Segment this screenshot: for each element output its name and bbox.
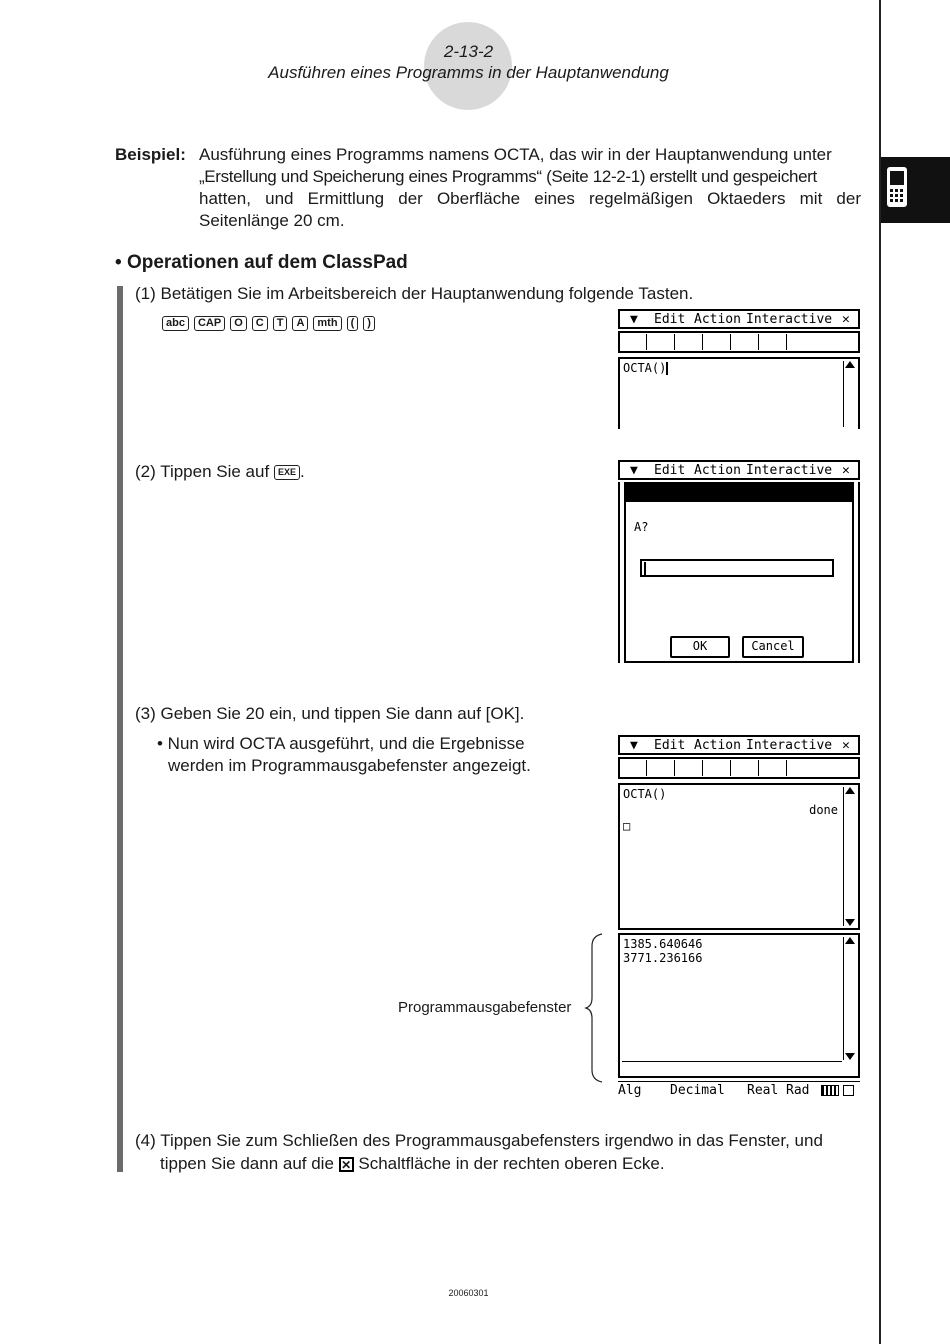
status-real: Real [747, 1083, 779, 1098]
screen-3 [618, 735, 860, 1101]
menu-edit[interactable]: Edit [654, 312, 686, 327]
key-close-paren: ) [363, 316, 375, 331]
operations-bar [117, 286, 123, 1172]
menu-interactive[interactable]: Interactive [746, 463, 833, 478]
window-toggle-icon[interactable] [843, 1085, 854, 1096]
scroll-up-icon[interactable] [845, 361, 855, 368]
horizontal-scrollbar[interactable] [622, 1061, 842, 1074]
close-icon: ✕ [339, 1157, 354, 1172]
input-line: OCTA() [623, 787, 667, 801]
step-2-period: . [299, 462, 305, 481]
key-cap: CAP [194, 316, 225, 331]
example-line: Seitenlänge 20 cm. [199, 211, 345, 230]
result-line: done [809, 803, 838, 817]
step-3-note-line-1: • Nun wird OCTA ausgeführt, und die Ergebnisse [157, 734, 525, 753]
integral-icon[interactable] [676, 760, 703, 776]
drag-icon[interactable] [648, 760, 675, 776]
menu-interactive[interactable]: Interactive [746, 312, 833, 327]
plot-icon[interactable] [732, 334, 759, 350]
cursor [666, 362, 668, 375]
example-line: „Erstellung und Speicherung eines Programms“ (Seite 12-2-1) erstellt und gespeichert [199, 167, 817, 186]
scroll-right-icon[interactable] [840, 760, 866, 776]
scroll-down-icon[interactable] [845, 919, 855, 926]
scrollbar[interactable] [843, 937, 856, 1060]
plot-icon[interactable] [732, 760, 759, 776]
fraction-icon[interactable] [620, 334, 647, 350]
menu-arrow-icon[interactable]: ▼ [630, 463, 638, 478]
section-heading [115, 252, 408, 274]
key-o: O [230, 316, 247, 331]
step-1-text: (1) Betätigen Sie im Arbeitsbereich der Hauptanwendung folgende Tasten. [135, 284, 694, 303]
close-icon[interactable]: ✕ [842, 312, 850, 327]
toolbar [618, 331, 860, 353]
menu-arrow-icon[interactable]: ▼ [630, 312, 638, 327]
dialog-input[interactable] [640, 559, 834, 577]
key-abc: abc [162, 316, 189, 331]
section-title: Operationen auf dem ClassPad [126, 252, 408, 273]
drag-icon[interactable] [648, 334, 675, 350]
step-2-label: (2) Tippen Sie auf [135, 462, 270, 481]
menu-interactive[interactable]: Interactive [746, 738, 833, 753]
screen-2 [618, 460, 860, 663]
work-area[interactable] [618, 357, 860, 429]
cursor [644, 562, 646, 575]
scrollbar[interactable] [843, 787, 856, 926]
fraction-icon[interactable] [620, 760, 647, 776]
input-line: OCTA() [623, 361, 667, 375]
step-4-line-1: (4) Tippen Sie zum Schließen des Programmausgabefensters irgendwo in das Fenster, und [135, 1131, 823, 1150]
example-line: hatten, und Ermittlung der Oberfläche eines regelmäßigen Oktaeders mit der [199, 189, 861, 208]
status-angle: Rad [786, 1083, 810, 1098]
menu-bar [618, 735, 860, 755]
menu-action[interactable]: Action [694, 463, 741, 478]
toolbar [618, 757, 860, 779]
status-bar [618, 1081, 860, 1100]
callout-brace [582, 932, 606, 1084]
integral-icon[interactable] [676, 334, 703, 350]
input-dialog [624, 482, 854, 663]
battery-icon [821, 1085, 839, 1096]
menu-action[interactable]: Action [694, 738, 741, 753]
step-2-text [135, 461, 305, 483]
menu-edit[interactable]: Edit [654, 463, 686, 478]
key-mth: mth [313, 316, 341, 331]
dialog-title-bar [626, 484, 852, 502]
scrollbar[interactable] [843, 361, 856, 427]
output-line-1: 1385.640646 [623, 937, 703, 951]
bullet: • [115, 252, 122, 273]
work-area[interactable] [618, 783, 860, 930]
key-t: T [273, 316, 288, 331]
step-3-note-line-2: werden im Programmausgabefenster angezeigt. [168, 756, 531, 775]
step-4-text-before: tippen Sie dann auf die [160, 1154, 334, 1173]
example-text [199, 144, 861, 232]
callout-label: Programmausgabefenster [398, 999, 572, 1016]
table-icon[interactable] [760, 760, 787, 776]
scroll-down-icon[interactable] [845, 1053, 855, 1060]
graph-icon[interactable] [704, 334, 731, 350]
example-label: Beispiel: [115, 145, 186, 164]
close-icon[interactable]: ✕ [842, 738, 850, 753]
key-c: C [252, 316, 268, 331]
step-4-text-after: Schaltfläche in der rechten oberen Ecke. [358, 1154, 665, 1173]
page-title: Ausführen eines Programms in der Hauptanwendung [268, 63, 669, 82]
graph-icon[interactable] [704, 760, 731, 776]
empty-input: □ [623, 819, 631, 833]
program-output-window[interactable] [618, 933, 860, 1078]
example-line: Ausführung eines Programms namens OCTA, das wir in der Hauptanwendung unter [199, 145, 832, 164]
scroll-right-icon[interactable] [840, 334, 866, 350]
cancel-button[interactable]: Cancel [742, 636, 804, 658]
status-format: Decimal [670, 1083, 725, 1098]
ok-button[interactable]: OK [670, 636, 730, 658]
menu-action[interactable]: Action [694, 312, 741, 327]
step-3-text: (3) Geben Sie 20 ein, und tippen Sie dann auf [OK]. [135, 704, 525, 723]
table-icon[interactable] [760, 334, 787, 350]
dialog-prompt: A? [634, 520, 649, 534]
key-exe: EXE [274, 465, 300, 480]
key-sequence [162, 315, 380, 333]
status-mode: Alg [618, 1083, 642, 1098]
menu-edit[interactable]: Edit [654, 738, 686, 753]
output-line-2: 3771.236166 [623, 951, 703, 965]
menu-arrow-icon[interactable]: ▼ [630, 738, 638, 753]
menu-bar [618, 460, 860, 480]
screen-1 [618, 309, 860, 429]
page-number: 2-13-2 [443, 42, 494, 61]
key-a: A [292, 316, 308, 331]
scroll-up-icon[interactable] [845, 787, 855, 794]
close-icon[interactable]: ✕ [842, 463, 850, 478]
footer-code: 20060301 [448, 1288, 489, 1298]
menu-bar [618, 309, 860, 329]
chapter-tab [881, 157, 950, 223]
calculator-icon [881, 157, 950, 223]
scroll-up-icon[interactable] [845, 937, 855, 944]
key-open-paren: ( [347, 316, 359, 331]
step-4-line-2 [160, 1153, 665, 1175]
